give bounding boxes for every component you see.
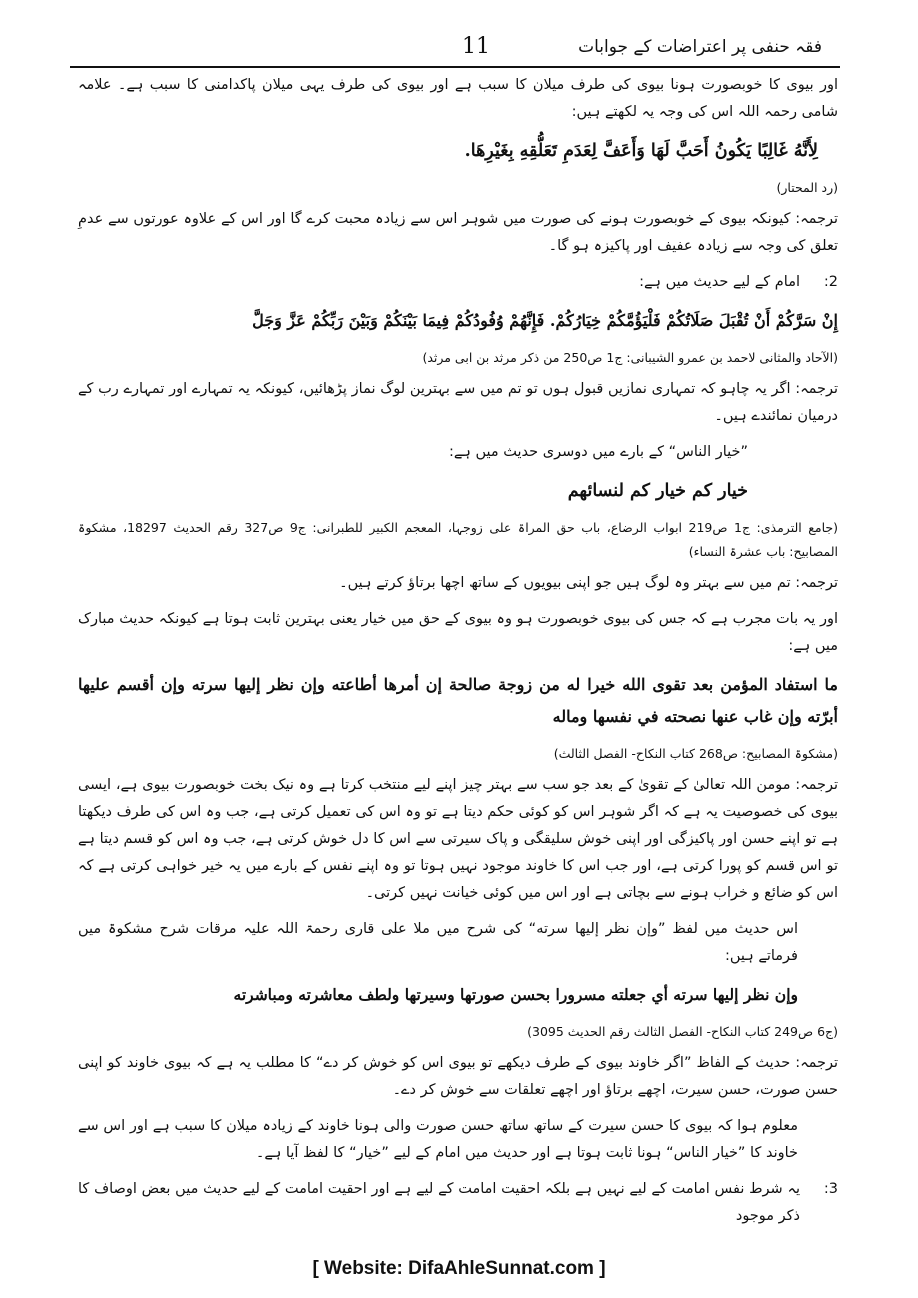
arabic-quote: وإن نظر إليها سرته أي جعلته مسرورا بحسن صورتها وسيرتها ولطف معاشرته ومباشرته [233, 985, 798, 1004]
citation: (جامع الترمذی: ج1 ص219 ابواب الرضاع، باب حق المراۃ علی زوجہا، المعجم الکبیر للطبرانی: ج9 ص327 رقم الحدیث 18297، مشکوۃ المصابیح: باب عشرۃ النساء) [78, 520, 839, 559]
numbered-point [78, 269, 838, 296]
paragraph: معلوم ہوا کہ بیوی کا حسن سیرت کے ساتھ ساتھ حسن صورت والی ہونا خاوند کے زیادہ میلان کا سبب ہے اور اس سے خاوند کا ”خیار الناس“ ہونا ثابت ہوتا ہے اور حدیث میں امام کے لیے ”خیار“ کا لفظ آیا ہے۔ [78, 1118, 798, 1161]
paragraph: اس حدیث میں لفظ ”وإن نظر إليها سرته“ کی شرح میں ملا علی قاری رحمۃ اللہ علیہ مرقات شرح مشکوۃ میں فرماتے ہیں: [78, 921, 798, 964]
point-text: یہ شرط نفس امامت کے لیے نہیں ہے بلکہ احقیت امامت کے لیے ہے اور احقیت امامت کے لیے حدیث میں بعض اوصاف کا ذکر موجود [78, 1181, 800, 1224]
paragraph: اور بیوی کا خوبصورت ہونا بیوی کی طرف میلان کا سبب ہے اور بیوی کی طرف یہی میلان پاکدامنی کا سبب ہے۔ علامہ شامی رحمہ اللہ اس کی وجہ یہ لکھتے ہیں: [78, 77, 838, 120]
header-divider [70, 66, 840, 68]
header-title: فقہ حنفی پر اعتراضات کے جوابات [578, 37, 822, 57]
citation: (مشکوۃ المصابیح: ص268 کتاب النکاح- الفصل الثالث) [553, 746, 838, 761]
paragraph: اور یہ بات مجرب ہے کہ جس کی بیوی خوبصورت ہو وہ بیوی کے حق میں خیار یعنی بہترین ثابت ہوتا ہے کیونکہ حدیث مبارک میں ہے: [78, 611, 838, 654]
translation: ترجمہ: کیونکہ بیوی کے خوبصورت ہونے کی صورت میں شوہر اس سے زیادہ محبت کرے گا اور اس کے علاوہ عورتوں سے عدمِ تعلق کی وجہ سے زیادہ عفیف اور پاکیزہ ہو گا۔ [78, 211, 838, 254]
website-footer: [ Website: DifaAhleSunnat.com ] [312, 1258, 606, 1279]
citation: (الآحاد والمثانی لاحمد بن عمرو الشیبانی: ج1 ص250 من ذکر مرثد بن ابی مرثد) [422, 350, 838, 365]
point-number: 2: [823, 274, 838, 290]
body-text [78, 72, 838, 1239]
point-number: 3: [823, 1181, 838, 1197]
point-text: امام کے لیے حدیث میں ہے: [639, 274, 800, 290]
numbered-point [78, 1176, 838, 1230]
citation: (رد المحتار) [776, 180, 838, 195]
arabic-quote: ما استفاد المؤمن بعد تقوى الله خيرا له من زوجة صالحة إن أمرها أطاعته وإن نظر إليها سرته وإن أقسم عليها أبرّته وإن غاب عنها نصحته في نفسها وماله [78, 675, 838, 726]
translation: ترجمہ: مومن اللہ تعالیٰ کے تقویٰ کے بعد جو سب سے بہتر چیز اپنے لیے منتخب کرتا ہے وہ نیک بخت خوبصورت بیوی ہے، ایسی بیوی کی خصوصیت یہ ہے کہ اگر شوہر اس کو کوئی حکم دیتا ہے تو وہ اس کی تعمیل کرتی ہے، جب وہ اس کی طرف دیکھتا ہے تو اپنے حسن اور پاکیزگی اور اپنی خوش سلیقگی و پاک سیرتی سے اس کا دل خوش کرتی ہے، جب وہ اس کو قسم دیتا ہے تو اس قسم کو پورا کرتی ہے، اور جب اس کا خاوند موجود نہیں ہوتا تو وہ اپنے نفس کے بارے میں یہ خیر خواہی کرتی ہے کہ اس کو ضائع و خراب ہونے سے بچاتی ہے اور اس میں کوئی خیانت نہیں کرتی۔ [78, 777, 838, 901]
running-header [70, 28, 840, 64]
arabic-quote: لِأَنَّهُ غَالِبًا يَكُونُ أَحَبَّ لَهَا وَأَعَفَّ لِعَدَمِ تَعَلُّقِهِ بِغَيْرِهَا. [464, 141, 818, 161]
page-number: 11 [462, 34, 490, 59]
arabic-quote: خيار كم خيار كم لنسائهم [567, 481, 748, 501]
translation: ترجمہ: اگر یہ چاہو کہ تمہاری نمازیں قبول ہوں تو تم میں سے بہترین لوگ نماز پڑھائیں، کیونکہ یہ تمہارے اور تمہارے رب کے درمیان نمائندے ہیں۔ [78, 381, 838, 424]
arabic-quote: إِنْ سَرَّكُمْ أَنْ تُقْبَلَ صَلَاتُكُمْ فَلْيَؤُمَّكُمْ خِيَارُكُمْ. فَإِنَّهُمْ وُفُودُكُمْ فِيمَا بَيْنَكُمْ وَبَيْنَ رَبِّكُمْ عَزَّ وَجَلَّ [252, 311, 838, 330]
translation: ترجمہ: تم میں سے بہتر وہ لوگ ہیں جو اپنی بیویوں کے ساتھ اچھا برتاؤ کرتے ہیں۔ [339, 575, 838, 591]
translation: ترجمہ: حدیث کے الفاظ ”اگر خاوند بیوی کے طرف دیکھے تو بیوی اس کو خوش کر دے“ کا مطلب یہ ہے کہ بیوی خاوند کو اپنی حسن صورت، حسن سیرت، اچھے برتاؤ اور اچھے تعلقات سے خوش کر دے۔ [78, 1055, 838, 1098]
citation: (ج6 ص249 کتاب النکاح- الفصل الثالث رقم الحدیث 3095) [527, 1024, 838, 1039]
paragraph: ”خیار الناس“ کے بارے میں دوسری حدیث میں ہے: [449, 444, 748, 460]
